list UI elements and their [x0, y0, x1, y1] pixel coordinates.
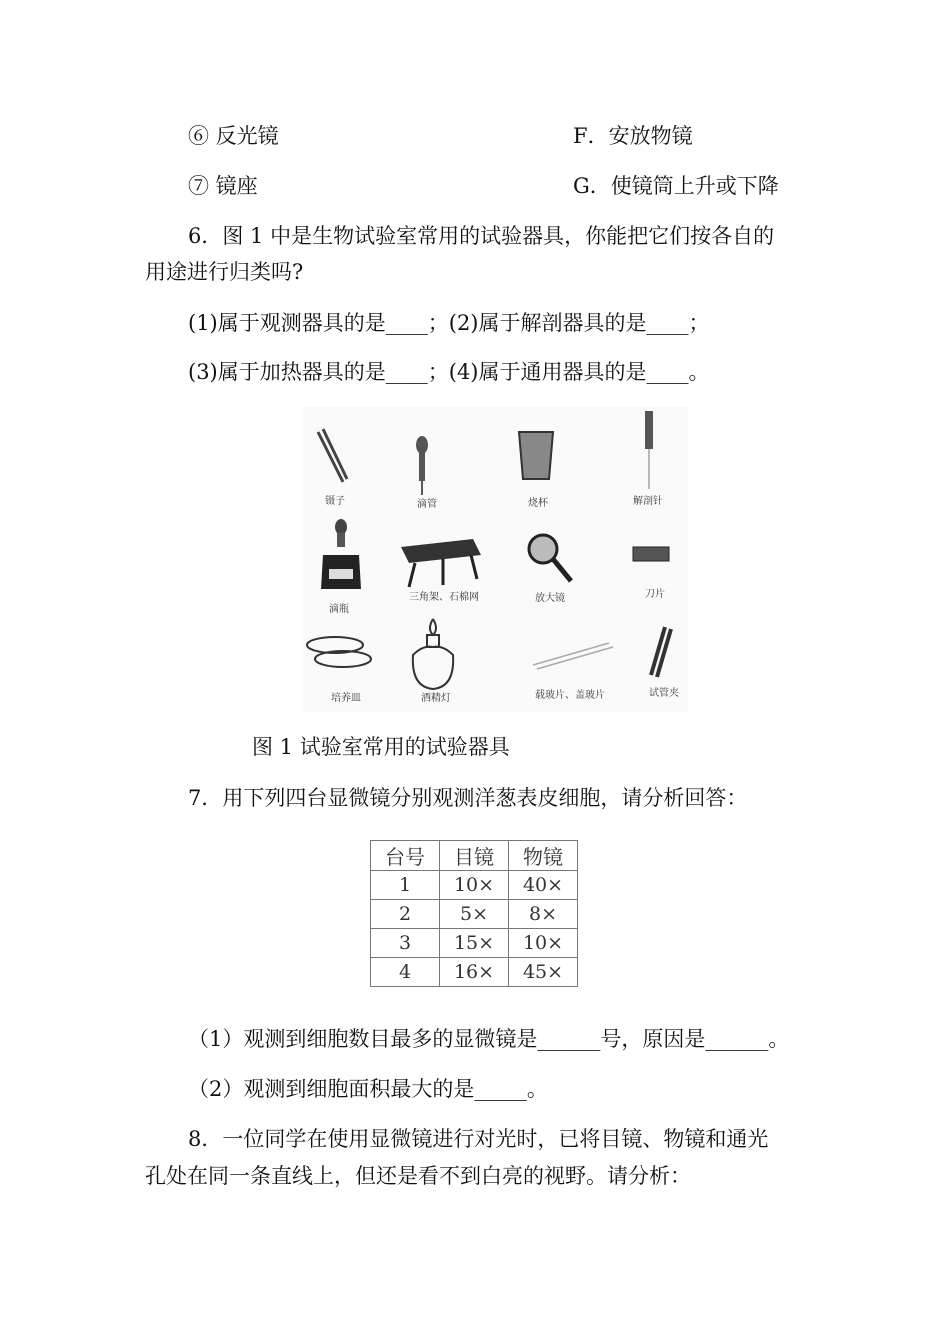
figure-label-dropper: 滴管 [417, 499, 437, 510]
figure-label-test-tube-clamp: 试管夹 [649, 688, 679, 699]
table-header: 物镜 [509, 841, 578, 871]
q7-sub1: （1）观测到细胞数目最多的显微镜是______号，原因是______。 [188, 1027, 790, 1051]
petri-dish-icon [307, 637, 371, 667]
table-cell: 4 [371, 958, 440, 987]
figure-label-slides: 载玻片、盖玻片 [535, 690, 605, 701]
q8-line2: 孔处在同一条直线上，但还是看不到白亮的视野。请分析： [145, 1164, 691, 1188]
figure-label-tripod-mesh: 三角架、石棉网 [409, 592, 479, 603]
tweezers-icon [318, 429, 347, 482]
blade-icon [633, 547, 669, 561]
table-header-row [371, 841, 578, 871]
table-cell: 10× [440, 871, 509, 900]
alcohol-lamp-icon [413, 619, 453, 689]
item-7-left: ⑦ 镜座 [188, 174, 258, 198]
test-tube-clamp-icon [651, 627, 671, 677]
item-7-row [188, 172, 779, 200]
figure-label-dropping-bottle: 滴瓶 [329, 604, 349, 615]
table-cell: 3 [371, 929, 440, 958]
item-7-right: G．使镜筒上升或下降 [573, 174, 779, 198]
figure-label-beaker: 烧杯 [528, 498, 548, 509]
dropping-bottle-icon [321, 519, 361, 589]
item-6-right: F．安放物镜 [573, 124, 693, 148]
table-row [371, 900, 578, 929]
q6-line2: 用途进行归类吗? [145, 260, 304, 284]
q7-line1: 7．用下列四台显微镜分别观测洋葱表皮细胞，请分析回答： [188, 786, 748, 810]
beaker-icon [519, 432, 553, 479]
table-row [371, 958, 578, 987]
item-6-left: ⑥ 反光镜 [188, 124, 279, 148]
q6-line4: (3)属于加热器具的是____；(4)属于通用器具的是____。 [188, 360, 710, 384]
figure-label-tweezers: 镊子 [325, 496, 345, 507]
table-cell: 2 [371, 900, 440, 929]
item-6-row [188, 122, 693, 150]
lab-equipment-figure [303, 407, 688, 712]
slides-icon [533, 643, 613, 669]
figure-label-magnifier: 放大镜 [535, 593, 565, 604]
table-cell: 5× [440, 900, 509, 929]
table-cell: 10× [509, 929, 578, 958]
q6-line3: (1)属于观测器具的是____；(2)属于解剖器具的是____； [188, 311, 710, 335]
dissecting-needle-icon [645, 411, 653, 489]
q6-line1: 6．图 1 中是生物试验室常用的试验器具，你能把它们按各自的 [188, 224, 775, 248]
table-cell: 1 [371, 871, 440, 900]
microscope-table [370, 840, 578, 987]
table-row [371, 929, 578, 958]
figure-label-petri-dish: 培养皿 [331, 693, 361, 704]
table-header: 目镜 [440, 841, 509, 871]
dropper-icon [416, 436, 428, 495]
magnifier-icon [529, 535, 571, 581]
q8-line1: 8．一位同学在使用显微镜进行对光时，已将目镜、物镜和通光 [188, 1127, 769, 1151]
figure-label-dissecting-needle: 解剖针 [633, 496, 663, 507]
q7-sub2: （2）观测到细胞面积最大的是_____。 [188, 1077, 548, 1101]
table-header: 台号 [371, 841, 440, 871]
figure-caption: 图 1 试验室常用的试验器具 [252, 735, 510, 759]
tripod-mesh-icon [401, 539, 481, 587]
table-cell: 8× [509, 900, 578, 929]
figure-label-blade: 刀片 [645, 589, 665, 600]
table-cell: 45× [509, 958, 578, 987]
table-cell: 40× [509, 871, 578, 900]
table-cell: 16× [440, 958, 509, 987]
table-row [371, 871, 578, 900]
figure-label-alcohol-lamp: 酒精灯 [421, 693, 451, 704]
table-cell: 15× [440, 929, 509, 958]
